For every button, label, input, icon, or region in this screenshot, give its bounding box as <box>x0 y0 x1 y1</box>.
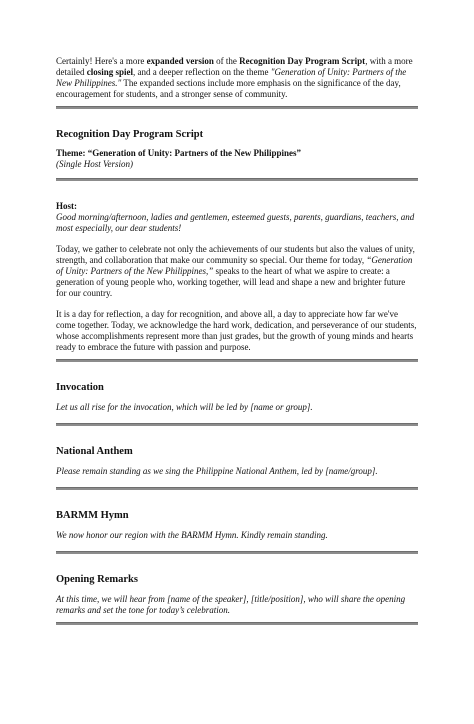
opening-heading: Opening Remarks <box>56 574 138 585</box>
host-italic-text: “Generation of Unity: Partners of the New Philippines,” <box>56 255 413 276</box>
intro-bold-text: closing spiel <box>86 67 134 77</box>
host-label: Host: <box>56 201 77 211</box>
divider <box>56 487 418 490</box>
divider <box>56 423 418 426</box>
host-text: Today, we gather to celebrate not only the achievements of our students but also the values of unity, strength, and collaboration that make our community so special. Our theme for today, <box>56 244 415 265</box>
anthem-heading: National Anthem <box>56 446 133 457</box>
divider <box>56 622 418 625</box>
invocation-heading: Invocation <box>56 382 104 393</box>
intro-paragraph <box>56 56 418 100</box>
host-text: speaks to the heart of what we aspire to create: a generation of young people who, working together, will lead and shape a new and brighter future for our country. <box>56 266 406 298</box>
intro-text: of the <box>213 56 240 66</box>
divider <box>56 178 418 181</box>
script-title: Recognition Day Program Script <box>56 129 204 140</box>
host-paragraph-2: It is a day for reflection, a day for recognition, and above all, a day to appreciate how far we've come together. Today, we acknowledge the hard work, dedication, and perseverance of our students, whose accomplishments represent more than just grades, but the growth of young minds and hearts ready to embrace the future with passion and purpose. <box>56 309 417 352</box>
divider <box>56 551 418 554</box>
intro-bold-text: Recognition Day Program Script <box>239 56 366 66</box>
intro-bold-text: expanded version <box>146 56 214 66</box>
invocation-text: Let us all rise for the invocation, which will be led by [name or group]. <box>56 402 313 412</box>
hymn-heading: BARMM Hymn <box>56 510 129 521</box>
document-page <box>56 56 418 625</box>
host-paragraph-1 <box>56 244 418 299</box>
host-greeting: Good morning/afternoon, ladies and gentlemen, esteemed guests, parents, guardians, teachers, and most especially, our dear students! <box>56 212 415 233</box>
intro-italic-text: "Generation of Unity: Partners of the New Philippines." <box>56 67 407 88</box>
divider <box>56 359 418 362</box>
intro-text: The expanded sections include more emphasis on the significance of the day, encouragement for students, and a stronger sense of community. <box>56 78 401 99</box>
opening-text: At this time, we will hear from [name of the speaker], [title/position], who will share the opening remarks and set the tone for today’s celebration. <box>56 594 406 615</box>
anthem-text: Please remain standing as we sing the Philippine National Anthem, led by [name/group]. <box>56 466 378 476</box>
hymn-text: We now honor our region with the BARMM Hymn. Kindly remain standing. <box>56 530 328 540</box>
theme-line: Theme: “Generation of Unity: Partners of the New Philippines” <box>56 148 301 158</box>
version-note: (Single Host Version) <box>56 159 133 169</box>
intro-text: , and a deeper reflection on the theme <box>133 67 271 77</box>
intro-text: Certainly! Here's a more <box>56 56 147 66</box>
divider <box>56 106 418 109</box>
intro-text: , with a more detailed <box>56 56 413 77</box>
